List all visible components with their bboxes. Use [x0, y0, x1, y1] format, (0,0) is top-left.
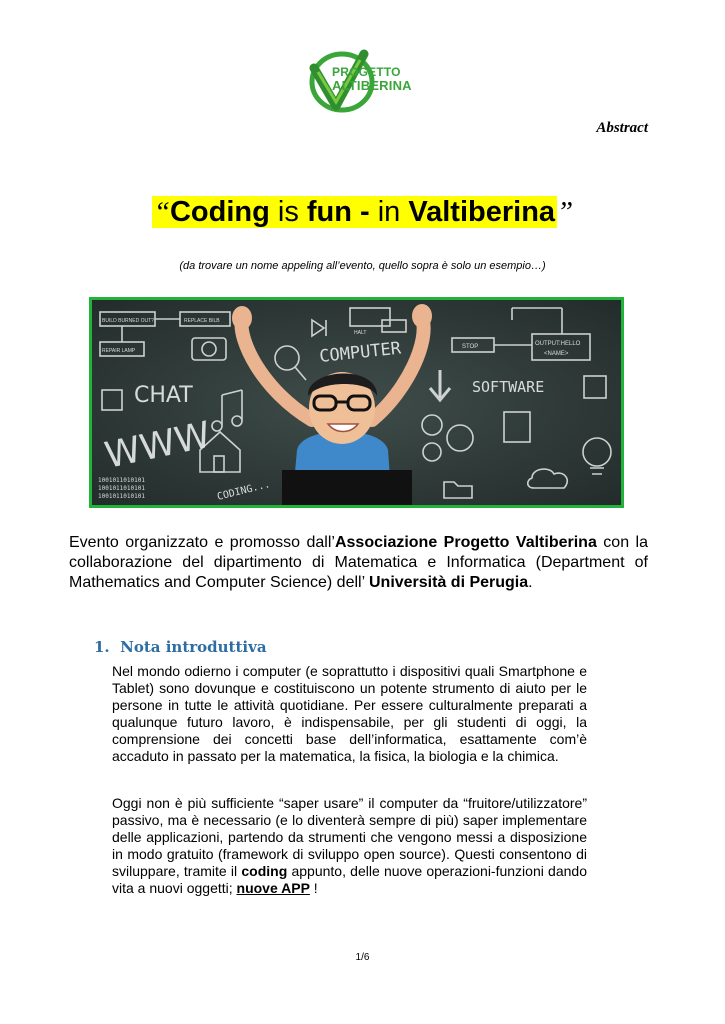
intro-association-name: Associazione Progetto Valtiberina	[334, 534, 597, 551]
chalk-software-text: SOFTWARE	[472, 378, 545, 396]
paragraph-2-nuove-app: nuove APP	[236, 880, 310, 896]
section-heading	[94, 638, 267, 656]
chalkboard-illustration	[92, 300, 621, 505]
paragraph-2	[112, 795, 587, 897]
logo-wordmark	[332, 66, 412, 92]
paragraph-2-text-2: appunto, delle nuove operazioni-funzioni dando vita a nuovi oggetti;	[112, 863, 587, 896]
title-word-fun: fun -	[306, 196, 378, 228]
chalk-www-text: WWW	[101, 414, 215, 477]
hero-image	[89, 297, 624, 508]
chalk-coding-text: CODING...	[216, 479, 272, 503]
chalk-name-text: <NAME>	[544, 351, 569, 357]
section-title: Nota introduttiva	[120, 638, 267, 656]
chalk-halt-text: HALT	[354, 330, 367, 336]
chalk-computer-text: COMPUTER	[318, 338, 402, 367]
intro-text-3: .	[528, 574, 533, 591]
paragraph-2-text-3: !	[309, 880, 318, 896]
intro-text-2: con la collaborazione del dipartimento di Matematica e Informatica (Department of Mathematics and Computer Science) dell’	[69, 534, 649, 591]
chalk-binary-text-2: 1001011010101	[98, 485, 145, 492]
title-word-is: is	[269, 196, 307, 228]
paragraph-2-coding: coding	[241, 863, 288, 879]
chalk-binary-text-3: 1001011010101	[98, 493, 145, 500]
abstract-label: Abstract	[596, 120, 648, 136]
intro-paragraph	[69, 533, 648, 593]
paragraph-2-text-1: Oggi non è più sufficiente “saper usare” il computer da “fruitore/utilizzatore” passivo, ma è necessario (e lo diventerà sempre di più) saper implementare delle applicazioni, partendo da strumenti che vengono messi a disposizione in modo gratuito (framework di sviluppo open source). Questi consentono di sviluppare, tramite il	[112, 795, 587, 879]
title-word-valtiberina: Valtiberina	[408, 196, 556, 228]
chalk-replace-text: REPLACE BILB	[184, 318, 220, 324]
paragraph-1: Nel mondo odierno i computer (e soprattutto i dispositivi quali Smartphone e Tablet) sono dovunque e costituiscono un potente strumento di aiuto per le persone in tutte le attività quotidiane. Per essere culturalmente preparati a qualunque futuro lavoro, è indispensabile, per gli studenti di oggi, la comprensione dei concetti base dell’informatica, esattamente com’è accaduto in passato per la matematica, la fisica, la biologia e la chimica.	[112, 663, 587, 764]
chalk-stop-text: STOP	[462, 344, 479, 350]
title-close-quote: ”	[557, 196, 574, 228]
chalk-binary-text-1: 1001011010101	[98, 477, 145, 484]
title-open-quote: “	[153, 196, 170, 228]
page-number: 1/6	[355, 952, 370, 963]
page-title	[0, 193, 725, 231]
chalk-chat-text: CHAT	[134, 383, 193, 408]
title-word-coding: Coding	[169, 196, 270, 228]
logo-line1: PROGETTO	[332, 65, 401, 79]
intro-university-name: Università di Perugia	[368, 574, 529, 591]
title-word-in: in	[377, 196, 409, 228]
section-number: 1.	[94, 638, 110, 656]
intro-text-1: Evento organizzato e promosso dall’	[69, 534, 335, 551]
subtitle-note: (da trovare un nome appeling all’evento, quello sopra è solo un esempio…)	[179, 260, 546, 272]
chalk-output-text: OUTPUT:HELLO	[535, 341, 581, 347]
laptop-icon	[282, 470, 412, 505]
chalk-build-text: BUILD BURNED OUT?	[102, 318, 154, 324]
logo-line2: ALTIBERINA	[332, 78, 412, 93]
title-highlight	[152, 196, 557, 228]
chalk-repair-text: REPAIR LAMP	[102, 348, 136, 354]
